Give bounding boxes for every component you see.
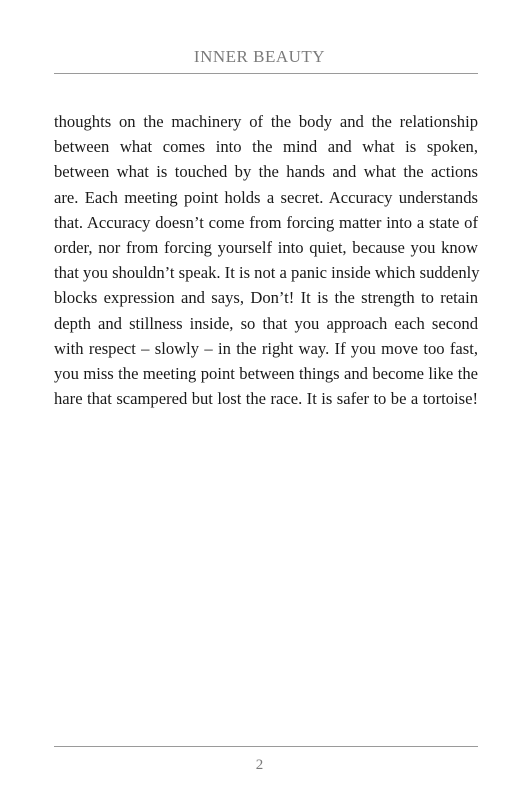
text-line: between what is touched by the hands and what the actions — [54, 162, 478, 182]
body-paragraph — [54, 109, 478, 411]
footer-divider — [54, 746, 478, 747]
text-line: are. Each meeting point holds a secret. Accuracy understands — [54, 187, 478, 207]
text-line: you miss the meeting point between things and become like the — [54, 364, 478, 384]
text-line: with respect – slowly – in the right way. If you move too fast, — [54, 338, 478, 358]
text-line: between what comes into the mind and what is spoken, — [54, 137, 478, 157]
text-line: blocks expression and says, Don’t! It is the strength to retain — [54, 288, 478, 308]
text-line: order, nor from forcing yourself into quiet, because you know — [54, 238, 478, 258]
text-line: depth and stillness inside, so that you approach each second — [54, 313, 478, 333]
text-line: that you shouldn’t speak. It is not a panic inside which suddenly — [54, 263, 480, 283]
header-divider — [54, 73, 478, 74]
text-line: that. Accuracy doesn’t come from forcing matter into a state of — [54, 212, 478, 232]
page-number: 2 — [255, 757, 264, 773]
running-header: INNER BEAUTY — [193, 47, 326, 66]
text-line: hare that scampered but lost the race. It is safer to be a tortoise! — [54, 389, 478, 409]
text-line: thoughts on the machinery of the body and the relationship — [54, 112, 478, 131]
